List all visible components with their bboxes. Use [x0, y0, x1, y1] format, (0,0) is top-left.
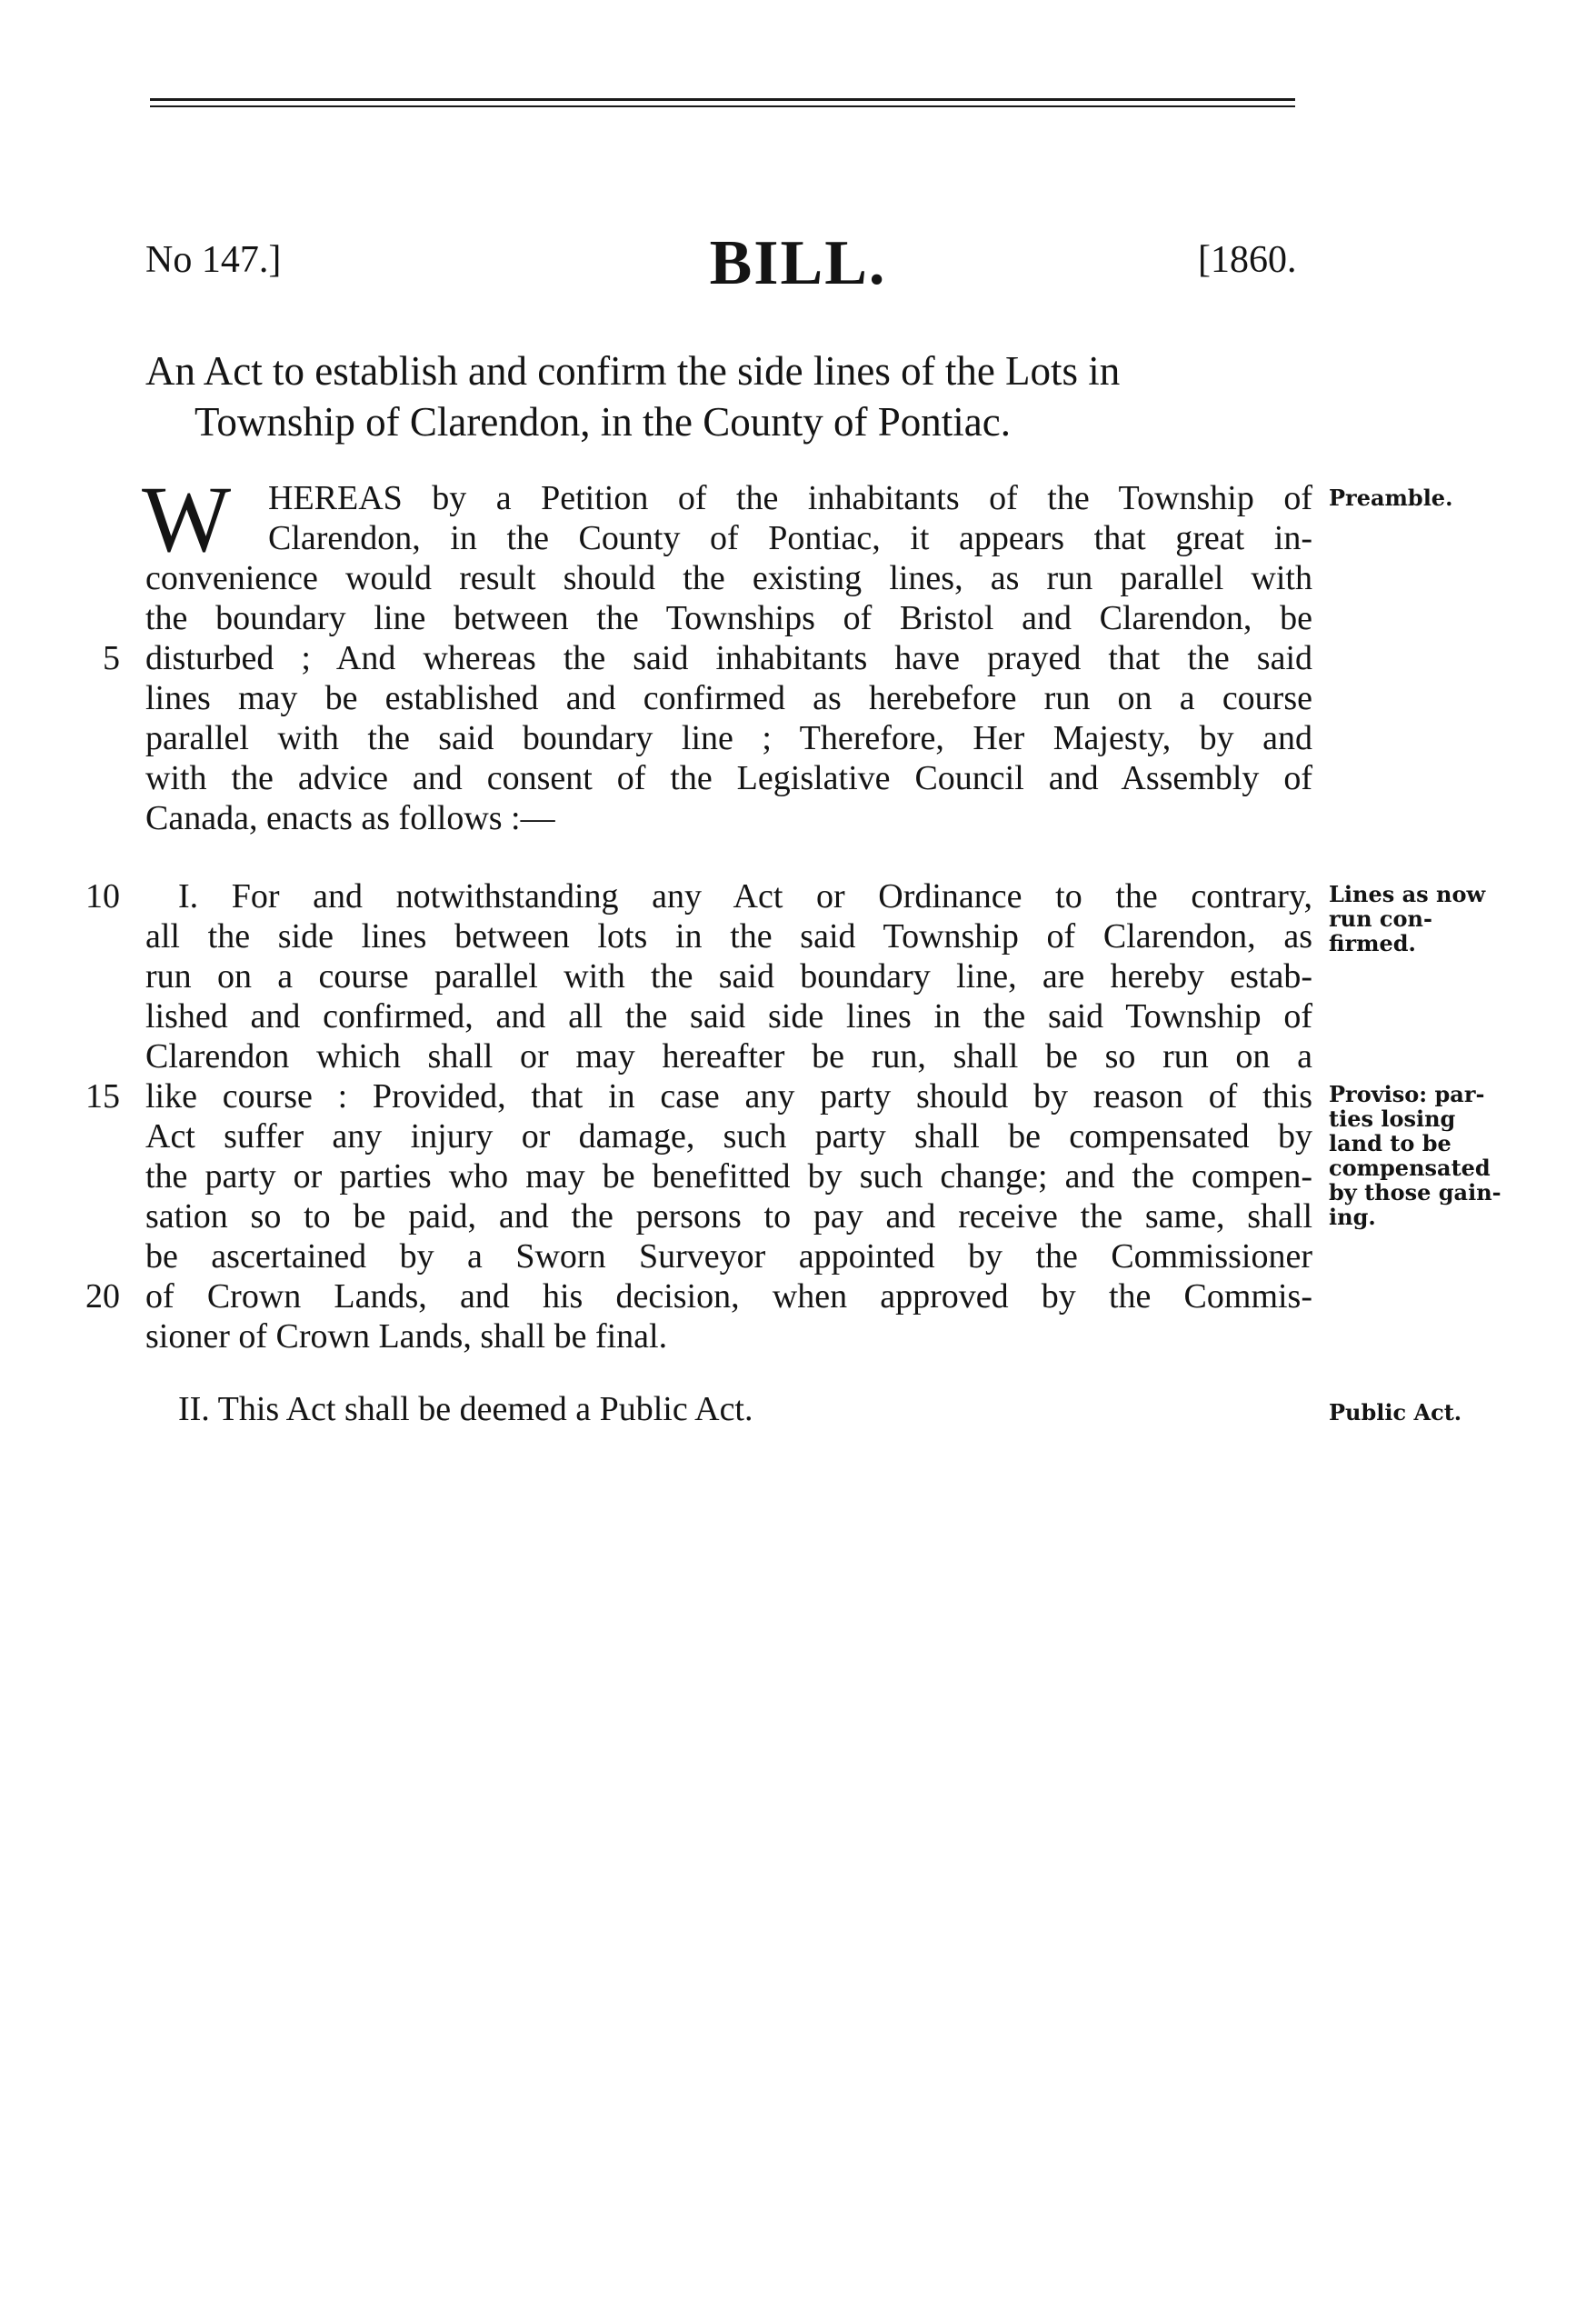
section-1-line: of Crown Lands, and his decision, when approved by the Commis-: [145, 1277, 1312, 1316]
preamble-line: lines may be established and confirmed as herebefore run on a course: [145, 679, 1312, 717]
preamble-drop-cap: W: [142, 467, 232, 572]
line-number: 20: [85, 1277, 120, 1316]
act-title: [145, 345, 1313, 447]
margin-note-proviso: Proviso: par- ties losing land to be compensated by those gain- ing.: [1329, 1081, 1501, 1230]
section-1-line: sioner of Crown Lands, shall be final.: [145, 1317, 668, 1356]
section-1-line: run on a course parallel with the said boundary line, are hereby estab-: [145, 957, 1312, 995]
section-1-line: like course : Provided, that in case any party should by reason of this: [145, 1077, 1312, 1115]
line-number: 10: [85, 877, 120, 915]
top-double-rule-upper: [150, 98, 1295, 101]
bill-year: [1860.: [1198, 239, 1297, 281]
top-double-rule-lower: [150, 105, 1295, 107]
section-1-line: lished and confirmed, and all the said side lines in the said Township of: [145, 997, 1312, 1035]
line-number: 5: [103, 639, 120, 677]
section-1-line: be ascertained by a Sworn Surveyor appointed by the Commissioner: [145, 1237, 1312, 1276]
preamble-line: Clarendon, in the County of Pontiac, it appears that great in-: [268, 519, 1312, 557]
section-1-line: Act suffer any injury or damage, such party shall be compensated by: [145, 1117, 1312, 1156]
section-1-line: the party or parties who may be benefitted by such change; and the compen-: [145, 1157, 1312, 1196]
section-1-line: all the side lines between lots in the said Township of Clarendon, as: [145, 917, 1312, 955]
preamble-line: Canada, enacts as follows :—: [145, 799, 555, 837]
preamble-line: the boundary line between the Townships of Bristol and Clarendon, be: [145, 599, 1312, 637]
bill-title: BILL.: [709, 228, 887, 298]
margin-note-public-act: Public Act.: [1329, 1399, 1462, 1426]
section-1-line: I. For and notwithstanding any Act or Ordinance to the contrary,: [178, 877, 1312, 915]
section-2-text: II. This Act shall be deemed a Public Act.: [178, 1390, 753, 1428]
preamble-line: with the advice and consent of the Legislative Council and Assembly of: [145, 759, 1312, 797]
act-title-line-2: Township of Clarendon, in the County of Pontiac.: [195, 399, 1012, 445]
preamble-line: convenience would result should the existing lines, as run parallel with: [145, 559, 1312, 597]
preamble-line: HEREAS by a Petition of the inhabitants of the Township of: [268, 479, 1312, 517]
section-1-line: Clarendon which shall or may hereafter be run, shall be so run on a: [145, 1037, 1312, 1075]
act-title-line-1: An Act to establish and confirm the side lines of the Lots in: [145, 348, 1121, 394]
preamble-line: parallel with the said boundary line ; Therefore, Her Majesty, by and: [145, 719, 1312, 757]
margin-note-preamble: Preamble.: [1329, 485, 1453, 511]
line-number: 15: [85, 1077, 120, 1115]
preamble-line: disturbed ; And whereas the said inhabitants have prayed that the said: [145, 639, 1312, 677]
section-1-line: sation so to be paid, and the persons to pay and receive the same, shall: [145, 1197, 1312, 1236]
bill-number: No 147.]: [145, 239, 282, 281]
margin-note-lines-confirmed: Lines as now run con- firmed.: [1329, 881, 1486, 956]
